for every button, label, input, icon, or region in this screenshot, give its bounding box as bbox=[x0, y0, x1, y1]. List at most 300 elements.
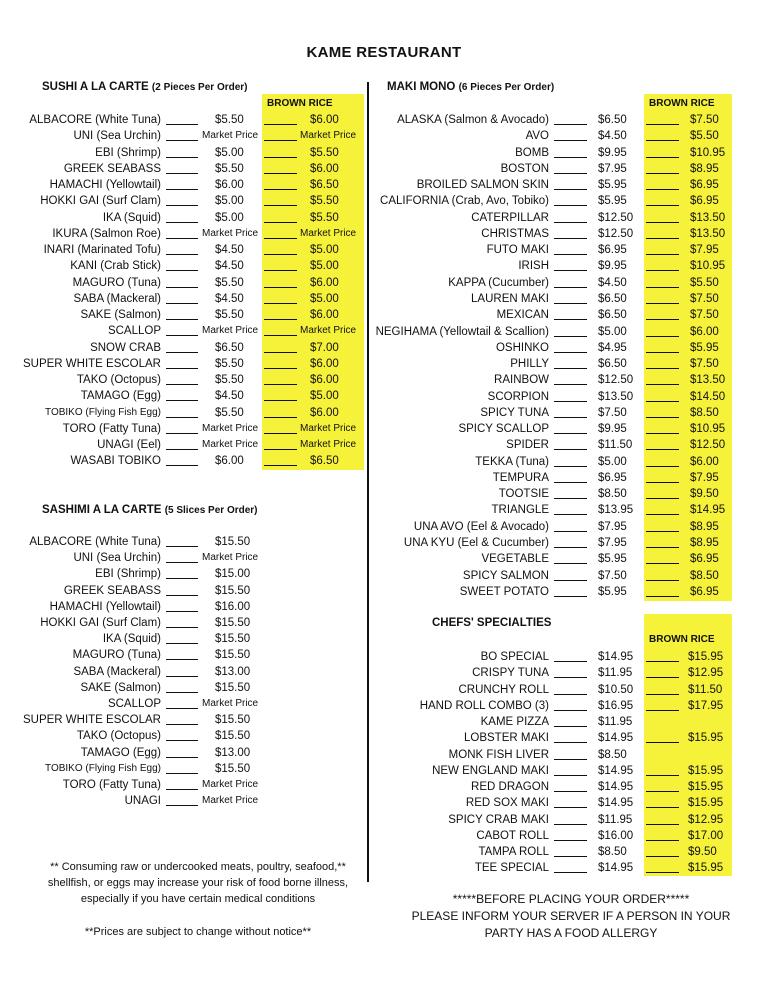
item-price: $5.50 bbox=[215, 357, 244, 370]
item-name: TAMAGO (Egg) bbox=[80, 746, 161, 759]
item-name: CABOT ROLL bbox=[476, 829, 549, 842]
item-price: $15.50 bbox=[215, 584, 251, 597]
item-price: $7.50 bbox=[598, 406, 627, 419]
item-name: ALBACORE (White Tuna) bbox=[29, 114, 161, 126]
item-price: $12.50 bbox=[598, 211, 634, 224]
item-name: OSHINKO bbox=[495, 341, 549, 354]
brown-rice-price: $6.00 bbox=[310, 276, 339, 289]
brown-rice-price: $8.95 bbox=[690, 520, 719, 533]
item-price: $6.95 bbox=[598, 471, 627, 484]
menu-row bbox=[0, 551, 768, 567]
item-name: TRIANGLE bbox=[491, 504, 549, 517]
brown-rice-price: $15.95 bbox=[688, 781, 724, 793]
menu-row bbox=[0, 665, 768, 681]
menu-row bbox=[0, 682, 768, 698]
page-title: KAME RESTAURANT bbox=[306, 44, 462, 61]
brown-rice-price: $9.50 bbox=[688, 846, 717, 858]
brown-leader-line bbox=[646, 368, 679, 369]
brown-leader-line bbox=[646, 661, 679, 662]
item-price: $5.50 bbox=[215, 162, 244, 175]
item-price: $15.50 bbox=[215, 649, 251, 662]
brown-rice-price: $13.50 bbox=[690, 374, 726, 387]
brown-rice-price: $10.95 bbox=[690, 146, 726, 159]
item-price: $7.95 bbox=[598, 162, 627, 175]
leader-line bbox=[554, 433, 587, 434]
item-price: $5.50 bbox=[215, 374, 244, 386]
item-name: SAKE (Salmon) bbox=[80, 681, 161, 694]
item-price: $5.00 bbox=[215, 195, 244, 208]
leader-line bbox=[554, 840, 587, 841]
brown-rice-price: $7.50 bbox=[690, 309, 719, 322]
brown-leader-line bbox=[646, 336, 679, 337]
item-name: SAKE (Salmon) bbox=[80, 309, 161, 321]
brown-leader-line bbox=[646, 140, 679, 141]
item-name: NEGIHAMA (Yellowtail & Scallion) bbox=[375, 325, 549, 338]
allergy-notice-2: PLEASE INFORM YOUR SERVER IF A PERSON IN YOUR bbox=[411, 909, 731, 923]
leader-line bbox=[554, 466, 587, 467]
item-name: SUPER WHITE ESCOLAR bbox=[22, 357, 161, 370]
leader-line bbox=[554, 710, 587, 711]
menu-row bbox=[0, 502, 768, 518]
sushi-brown-rice-label: BROWN RICE bbox=[267, 98, 333, 109]
item-price: $14.95 bbox=[598, 732, 634, 745]
item-price: $6.50 bbox=[598, 358, 627, 371]
item-price: $15.50 bbox=[215, 730, 251, 743]
item-name: CRISPY TUNA bbox=[472, 667, 549, 680]
item-name: KANI (Crab Stick) bbox=[70, 260, 161, 273]
brown-rice-price: $8.50 bbox=[690, 406, 719, 419]
item-name: HOKKI GAI (Surf Clam) bbox=[40, 617, 161, 629]
brown-rice-price: $6.95 bbox=[690, 195, 719, 208]
item-price: $9.95 bbox=[598, 146, 627, 159]
item-price: Market Price bbox=[202, 779, 259, 790]
item-price: $4.50 bbox=[215, 244, 244, 256]
brown-leader-line bbox=[646, 514, 679, 515]
item-name: SUPER WHITE ESCOLAR bbox=[22, 714, 161, 727]
leader-line bbox=[554, 547, 587, 548]
brown-leader-line bbox=[646, 872, 679, 873]
brown-rice-price: $14.95 bbox=[690, 504, 726, 517]
item-price: $6.00 bbox=[215, 455, 244, 468]
leader-line bbox=[554, 303, 587, 304]
item-name: MONK FISH LIVER bbox=[448, 748, 549, 761]
brown-rice-price: $17.95 bbox=[688, 699, 724, 712]
brown-leader-line bbox=[646, 449, 679, 450]
item-price: $5.50 bbox=[215, 309, 244, 321]
menu-row bbox=[0, 177, 768, 193]
brown-rice-price: $8.95 bbox=[690, 162, 719, 175]
leader-line bbox=[166, 611, 198, 612]
item-price: $14.95 bbox=[598, 862, 634, 875]
brown-leader-line bbox=[646, 417, 679, 418]
brown-leader-line bbox=[646, 238, 679, 239]
item-price: $7.95 bbox=[598, 537, 627, 550]
brown-rice-price: $5.50 bbox=[310, 211, 339, 224]
item-name: UNA AVO (Eel & Avocado) bbox=[413, 520, 549, 533]
menu-row bbox=[0, 763, 768, 779]
brown-rice-price: $6.00 bbox=[310, 162, 339, 175]
brown-leader-line bbox=[646, 352, 679, 353]
sushi-heading bbox=[42, 81, 248, 93]
item-name: ALASKA (Salmon & Avocado) bbox=[397, 114, 549, 126]
item-price: $11.95 bbox=[598, 667, 633, 680]
item-price: Market Price bbox=[202, 422, 259, 434]
item-name: GREEK SEABASS bbox=[63, 162, 161, 175]
brown-rice-price: $5.00 bbox=[310, 390, 339, 403]
maki-heading-sub: (6 Pieces Per Order) bbox=[458, 82, 555, 93]
item-name: SPICY SCALLOP bbox=[458, 423, 549, 436]
brown-leader-line bbox=[646, 694, 679, 695]
item-price: $6.50 bbox=[598, 114, 627, 126]
item-name: EBI (Shrimp) bbox=[95, 568, 161, 581]
brown-rice-price: $7.50 bbox=[690, 292, 719, 305]
leader-line bbox=[554, 856, 587, 857]
item-price: $13.00 bbox=[215, 746, 251, 759]
sushi-heading-title: SUSHI A LA CARTE bbox=[42, 81, 149, 93]
brown-leader-line bbox=[646, 319, 679, 320]
item-name: IKA (Squid) bbox=[102, 633, 161, 646]
brown-leader-line bbox=[646, 482, 679, 483]
brown-leader-line bbox=[646, 840, 679, 841]
menu-row bbox=[0, 454, 768, 470]
item-name: AVO bbox=[525, 130, 549, 143]
menu-row bbox=[0, 812, 768, 828]
item-name: BROILED SALMON SKIN bbox=[416, 179, 549, 192]
item-price: $12.50 bbox=[598, 374, 634, 387]
menu-row bbox=[0, 486, 768, 502]
item-price: $4.50 bbox=[215, 292, 244, 305]
brown-rice-price: $8.50 bbox=[690, 569, 719, 582]
brown-leader-line bbox=[646, 742, 679, 743]
menu-row bbox=[0, 161, 768, 177]
item-price: $8.50 bbox=[598, 488, 627, 501]
menu-row bbox=[0, 372, 768, 388]
item-price: $14.95 bbox=[598, 651, 634, 663]
leader-line bbox=[554, 596, 587, 597]
menu-row bbox=[0, 356, 768, 372]
brown-rice-price: Market Price bbox=[300, 422, 357, 434]
item-price: $7.95 bbox=[598, 520, 627, 533]
item-name: CRUNCHY ROLL bbox=[458, 683, 549, 696]
brown-rice-price: $9.50 bbox=[690, 488, 719, 501]
leader-line bbox=[554, 726, 587, 727]
menu-row bbox=[0, 470, 768, 486]
item-name: CATERPILLAR bbox=[471, 211, 549, 224]
sashimi-heading-sub: (5 Slices Per Order) bbox=[164, 505, 258, 516]
item-name: HAND ROLL COMBO (3) bbox=[419, 699, 549, 712]
menu-row bbox=[0, 779, 768, 795]
brown-rice-price: $12.50 bbox=[690, 439, 726, 452]
menu-row bbox=[0, 535, 768, 551]
item-name: BOMB bbox=[515, 146, 549, 159]
sushi-heading-sub: (2 Pieces Per Order) bbox=[151, 82, 248, 93]
leader-line bbox=[554, 449, 587, 450]
item-price: $15.50 bbox=[215, 714, 251, 727]
item-name: SPICY TUNA bbox=[480, 406, 549, 419]
maki-heading-title: MAKI MONO bbox=[387, 81, 456, 93]
item-price: $5.00 bbox=[215, 146, 244, 159]
item-price: $6.50 bbox=[598, 292, 627, 305]
brown-leader-line bbox=[646, 287, 679, 288]
item-price: $6.50 bbox=[215, 341, 244, 354]
item-name: BOSTON bbox=[500, 162, 549, 175]
item-price: $5.00 bbox=[215, 211, 244, 224]
leader-line bbox=[554, 205, 587, 206]
item-name: TOOTSIE bbox=[498, 488, 549, 501]
item-price: $11.50 bbox=[598, 439, 633, 452]
item-name: RED DRAGON bbox=[471, 781, 549, 793]
item-name: MEXICAN bbox=[496, 309, 549, 322]
prices-note: **Prices are subject to change without notice** bbox=[84, 926, 312, 938]
brown-rice-price: $6.00 bbox=[310, 406, 339, 419]
brown-rice-price: $5.50 bbox=[690, 130, 719, 143]
leader-line bbox=[554, 417, 587, 418]
item-price: $9.95 bbox=[598, 260, 627, 273]
item-name: TORO (Fatty Tuna) bbox=[62, 422, 161, 435]
item-price: $13.00 bbox=[215, 665, 251, 678]
brown-rice-price: $6.95 bbox=[690, 179, 719, 192]
item-price: $9.95 bbox=[598, 423, 627, 436]
menu-row bbox=[0, 389, 768, 405]
brown-leader-line bbox=[646, 222, 679, 223]
brown-leader-line bbox=[646, 205, 679, 206]
leader-line bbox=[554, 384, 587, 385]
item-price: $16.00 bbox=[215, 600, 251, 613]
item-price: $15.50 bbox=[215, 633, 251, 646]
brown-rice-price: $5.00 bbox=[310, 292, 339, 305]
menu-row bbox=[0, 649, 768, 665]
brown-rice-price: $13.50 bbox=[690, 211, 726, 224]
item-price: Market Price bbox=[202, 227, 259, 239]
brown-rice-price: $5.00 bbox=[310, 244, 339, 256]
item-name: IRISH bbox=[518, 260, 549, 273]
health-warning-2: shellfish, or eggs may increase your risk of food borne illness, bbox=[47, 877, 349, 889]
menu-row bbox=[0, 730, 768, 746]
item-price: $14.95 bbox=[598, 797, 634, 810]
leader-line bbox=[554, 352, 587, 353]
sashimi-heading-title: SASHIMI A LA CARTE bbox=[42, 504, 162, 516]
item-price: $6.00 bbox=[215, 179, 244, 191]
item-name: ALBACORE (White Tuna) bbox=[29, 536, 161, 548]
item-price: $14.95 bbox=[598, 781, 634, 793]
brown-rice-price: $6.00 bbox=[310, 357, 339, 370]
item-name: SCORPION bbox=[487, 390, 549, 403]
item-price: $15.50 bbox=[215, 762, 251, 775]
menu-row bbox=[0, 226, 768, 242]
brown-rice-price: Market Price bbox=[300, 325, 357, 337]
item-name: SPIDER bbox=[506, 439, 549, 452]
brown-leader-line bbox=[646, 580, 679, 581]
brown-rice-price: $6.95 bbox=[690, 553, 719, 566]
brown-leader-line bbox=[646, 824, 679, 825]
leader-line bbox=[554, 661, 587, 662]
brown-leader-line bbox=[646, 856, 679, 857]
leader-line bbox=[554, 270, 587, 271]
chefs-heading: CHEFS' SPECIALTIES bbox=[432, 617, 552, 629]
brown-leader-line bbox=[646, 189, 679, 190]
item-price: $5.00 bbox=[598, 455, 627, 468]
menu-row bbox=[0, 795, 768, 811]
item-price: $4.95 bbox=[598, 341, 627, 354]
item-name: TOBIKO (Flying Fish Egg) bbox=[45, 762, 161, 774]
leader-line bbox=[554, 222, 587, 223]
brown-leader-line bbox=[646, 531, 679, 532]
leader-line bbox=[554, 319, 587, 320]
leader-line bbox=[554, 531, 587, 532]
item-price: $10.50 bbox=[598, 683, 634, 696]
brown-rice-price: $6.00 bbox=[310, 114, 339, 126]
menu-row bbox=[0, 193, 768, 209]
item-price: $15.50 bbox=[215, 681, 251, 694]
brown-rice-price: $5.50 bbox=[310, 146, 339, 159]
item-price: $5.95 bbox=[598, 195, 627, 208]
item-price: $15.50 bbox=[215, 617, 251, 629]
item-price: $5.50 bbox=[215, 276, 244, 289]
item-price: Market Price bbox=[202, 698, 259, 709]
item-price: $5.95 bbox=[598, 585, 627, 598]
item-name: VEGETABLE bbox=[481, 553, 549, 566]
item-name: UNA KYU (Eel & Cucumber) bbox=[403, 537, 549, 550]
brown-leader-line bbox=[646, 433, 679, 434]
leader-line bbox=[554, 580, 587, 581]
brown-leader-line bbox=[646, 547, 679, 548]
item-name: WASABI TOBIKO bbox=[70, 455, 161, 468]
menu-row bbox=[0, 584, 768, 600]
item-name: HAMACHI (Yellowtail) bbox=[49, 600, 161, 613]
item-name: NEW ENGLAND MAKI bbox=[432, 764, 549, 777]
brown-rice-price: $6.00 bbox=[690, 455, 719, 468]
item-name: BO SPECIAL bbox=[480, 651, 549, 663]
menu-row bbox=[0, 599, 768, 615]
brown-rice-price: $15.95 bbox=[688, 862, 724, 875]
leader-line bbox=[166, 643, 198, 644]
item-price: $15.50 bbox=[215, 536, 251, 548]
leader-line bbox=[554, 238, 587, 239]
allergy-notice-1: *****BEFORE PLACING YOUR ORDER***** bbox=[452, 892, 690, 906]
item-price: $15.00 bbox=[215, 568, 251, 581]
leader-line bbox=[554, 872, 587, 873]
item-name: UNI (Sea Urchin) bbox=[73, 552, 161, 565]
brown-rice-price: $10.95 bbox=[690, 260, 726, 273]
item-name: HAMACHI (Yellowtail) bbox=[49, 179, 161, 191]
brown-rice-price: $11.50 bbox=[688, 683, 723, 696]
item-price: $11.95 bbox=[598, 716, 633, 728]
item-name: SWEET POTATO bbox=[459, 585, 549, 598]
item-price: Market Price bbox=[202, 130, 259, 142]
brown-rice-price: $6.00 bbox=[690, 325, 719, 338]
brown-leader-line bbox=[646, 270, 679, 271]
leader-line bbox=[554, 157, 587, 158]
item-name: SPICY CRAB MAKI bbox=[448, 813, 549, 826]
item-name: LAUREN MAKI bbox=[471, 292, 549, 305]
item-name: UNI (Sea Urchin) bbox=[73, 130, 161, 143]
brown-leader-line bbox=[646, 466, 679, 467]
brown-rice-price: $14.50 bbox=[690, 390, 726, 403]
item-price: $6.95 bbox=[598, 244, 627, 257]
item-name: INARI (Marinated Tofu) bbox=[43, 244, 161, 256]
item-name: RED SOX MAKI bbox=[465, 797, 549, 810]
menu-row bbox=[0, 340, 768, 356]
item-name: RAINBOW bbox=[494, 374, 549, 387]
item-name: TOBIKO (Flying Fish Egg) bbox=[45, 406, 161, 418]
brown-rice-price: $5.50 bbox=[690, 276, 719, 289]
item-name: SPICY SALMON bbox=[462, 569, 549, 582]
brown-rice-price: $13.50 bbox=[690, 227, 726, 240]
health-warning-3: especially if you have certain medical conditions bbox=[80, 893, 316, 905]
brown-rice-price: $7.95 bbox=[690, 471, 719, 484]
leader-line bbox=[554, 677, 587, 678]
item-name: TEE SPECIAL bbox=[474, 862, 549, 875]
menu-row bbox=[0, 291, 768, 307]
item-price: $7.50 bbox=[598, 569, 627, 582]
item-price: Market Price bbox=[202, 795, 259, 807]
leader-line bbox=[554, 287, 587, 288]
item-name: PHILLY bbox=[510, 358, 549, 371]
item-name: GREEK SEABASS bbox=[63, 584, 161, 597]
brown-leader-line bbox=[646, 677, 679, 678]
item-name: MAGURO (Tuna) bbox=[72, 276, 161, 289]
leader-line bbox=[554, 563, 587, 564]
brown-rice-price: $12.95 bbox=[688, 813, 724, 826]
brown-rice-price: $7.50 bbox=[690, 114, 719, 126]
item-name: IKA (Squid) bbox=[102, 211, 161, 224]
brown-rice-price: $7.00 bbox=[310, 341, 339, 354]
item-price: $5.95 bbox=[598, 553, 627, 566]
brown-rice-price: $15.95 bbox=[688, 764, 724, 777]
brown-rice-price: Market Price bbox=[300, 439, 357, 450]
item-price: $16.00 bbox=[598, 829, 634, 842]
item-name: TEMPURA bbox=[492, 471, 549, 484]
brown-rice-price: $15.95 bbox=[688, 732, 724, 745]
item-name: TAKO (Octopus) bbox=[76, 730, 161, 743]
brown-rice-price: $6.95 bbox=[690, 585, 719, 598]
brown-rice-price: $15.95 bbox=[688, 797, 724, 810]
item-price: $13.50 bbox=[598, 390, 634, 403]
menu-row bbox=[0, 242, 768, 258]
health-warning-1: ** Consuming raw or undercooked meats, poultry, seafood,** bbox=[50, 861, 346, 873]
maki-brown-rice-label: BROWN RICE bbox=[649, 98, 715, 109]
brown-rice-price: $6.00 bbox=[310, 309, 339, 321]
item-name: SNOW CRAB bbox=[90, 341, 161, 354]
menu-row bbox=[0, 568, 768, 584]
item-price: Market Price bbox=[202, 325, 259, 337]
item-name: TEKKA (Tuna) bbox=[475, 455, 549, 468]
item-name: UNAGI bbox=[124, 795, 161, 808]
item-name: IKURA (Salmon Roe) bbox=[52, 227, 161, 240]
leader-line bbox=[554, 807, 587, 808]
item-price: $16.95 bbox=[598, 699, 634, 712]
item-name: KAPPA (Cucumber) bbox=[448, 276, 549, 289]
leader-line bbox=[554, 254, 587, 255]
leader-line bbox=[554, 759, 587, 760]
leader-line bbox=[554, 514, 587, 515]
brown-leader-line bbox=[646, 157, 679, 158]
brown-leader-line bbox=[646, 173, 679, 174]
leader-line bbox=[554, 498, 587, 499]
brown-leader-line bbox=[646, 498, 679, 499]
leader-line bbox=[554, 775, 587, 776]
item-price: $4.50 bbox=[215, 260, 244, 273]
brown-leader-line bbox=[646, 254, 679, 255]
menu-row bbox=[0, 324, 768, 340]
item-name: TORO (Fatty Tuna) bbox=[62, 779, 161, 791]
item-price: $6.50 bbox=[598, 309, 627, 322]
item-name: SABA (Mackeral) bbox=[73, 665, 161, 678]
item-price: $5.50 bbox=[215, 406, 244, 419]
brown-leader-line bbox=[646, 401, 679, 402]
brown-leader-line bbox=[646, 596, 679, 597]
brown-rice-price: Market Price bbox=[300, 130, 357, 142]
